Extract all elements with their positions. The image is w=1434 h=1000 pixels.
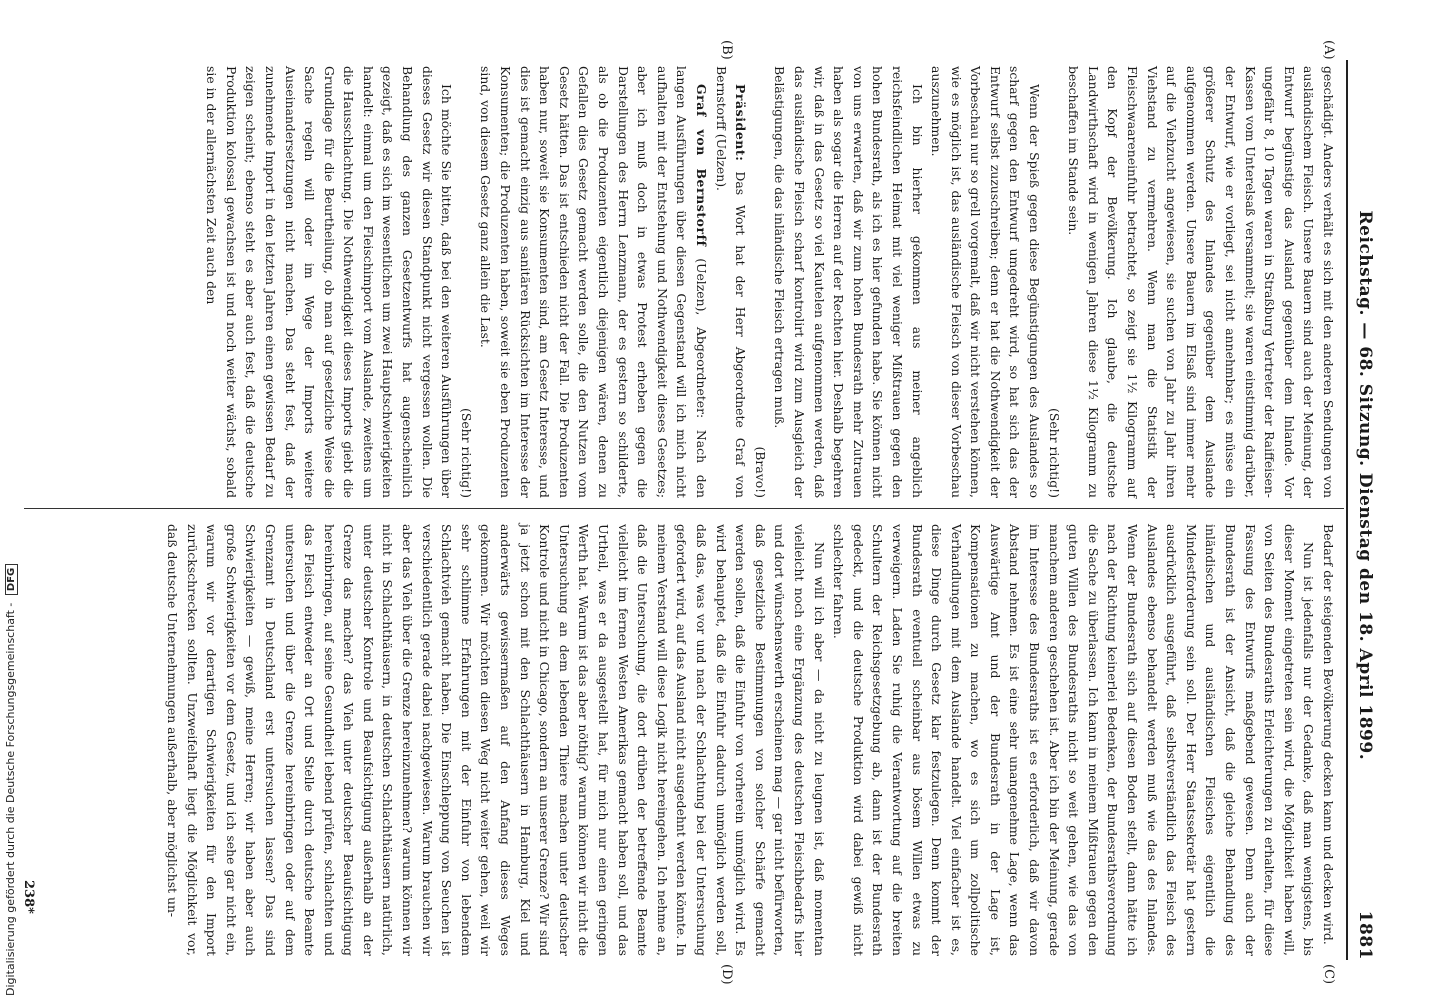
paragraph: Nun ist jedenfalls nur der Gedanke, daß man wenigstens, bis dieser Moment eingetreten sein wird, die Möglichkeit haben will, von Seiten des Bundesraths Erleichterungen zu erhalten, für diese Fassung des Entwurfs maßgebend gewesen. Denn auch der Bundesrath ist der Ansicht, daß die gleiche Behandlung des inländischen und ausländischen Fleisches eigentlich die Mindestforderung sein soll. Der Herr Staatssekretär hat gestern ausdrücklich ausgeführt, daß selbstverständlich das Fleisch des Auslandes ebenso behandelt werden muß wie das des Inlandes. Wenn der Bundesrath sich auf diesen Boden stellt, dann hätte ich nach der Richtung keinerlei Bedenken, der Bundesrathsverordnung die Sache zu überlassen. Ich kann in meinem Mißtrauen gegen den guten Willen des Bundesraths nicht so weit gehen, wie das von manchem anderen geschehen ist. Aber ich bin der Meinung, gerade im Interesse des Bundesraths ist es erforderlich, daß wir davon Abstand nehmen. Es ist eine sehr unangenehme Lage, wenn das Auswärtige Amt und der Bundesrath in der Lage ist, Kompensationen zu machen, wo es sich um zollpolitische Verhandlungen mit dem Auslande handelt. Viel einfacher ist es, diese Dinge durch Gesetz klar festzulegen. Denn kommt der Bundesrath eventuell scheinbar aus bösem Willen etwas zu verweigern. Laden Sie ruhig die Verantwortung auf die breiten Schultern der Reichsgesetzgebung ab, dann ist der Bundesrath gedeckt, und die deutsche Produktion wird dabei gewiß nicht schlechter fahren. bbox=[831, 524, 1317, 956]
credit-text: Digitalisierung gefördert durch die Deutsche Forschungsgemeinschaft - bbox=[4, 602, 17, 996]
speaker-name: Präsident: bbox=[733, 84, 749, 162]
speaker-paragraph bbox=[476, 66, 711, 498]
interjection: (Bravo!) bbox=[752, 446, 768, 498]
paragraph: Ich möchte Sie bitten, daß bei den weiteren Ausführungen über dieses Gesetz wir diesen Standpunkt nicht vergessen wollen. Die Behandlung des ganzen Gesetzentwurfs hat augenscheinlich gezeigt, daß es sich im wesentlichen um zwei Hauptschwierigkeiten handelt: einmal um den Fleischimport vom Auslande, zweitens um die Hausschlachtung. Die Nothwendigkeit dieses Imports giebt die Grundlage für die Beurtheilung, ob man auf gesetzliche Weise die Sache regeln will oder im Wege der Imports weitere Auseinandersetzungen nicht machen. Das steht fest, daß der zunehmende Import in den letzten Jahren einen gewissen Bedarf zu zeigen scheint; ebenso steht es aber auch fest, daß die deutsche Produktion kolossal gewachsen ist und noch weiter wächst, sobald sie in der allernächsten Zeit auch den bbox=[204, 66, 455, 498]
margin-marker-c: (C) bbox=[1321, 964, 1336, 985]
margin-marker-b: (B) bbox=[719, 40, 734, 60]
interjection: (Sehr richtig!) bbox=[1046, 408, 1062, 498]
page-header bbox=[1350, 60, 1380, 960]
header-rule bbox=[1346, 60, 1348, 960]
interjection: (Sehr richtig!) bbox=[458, 408, 474, 498]
margin-marker-a: (A) bbox=[1321, 40, 1336, 60]
paragraph: Bedarf der steigenden Bevölkerung decken kann und decken wird. bbox=[1321, 524, 1336, 945]
dfg-logo: DFG bbox=[5, 564, 18, 595]
digitization-credit bbox=[4, 0, 18, 996]
speaker-name: Graf von Bernstorff bbox=[694, 84, 709, 247]
page-title: Reichstag. — 68. Sitzung. Dienstag den 18. April 1899. bbox=[1355, 210, 1375, 761]
paragraph: geschädigt. Anders verhält es sich mit den anderen Sendungen von ausländischem Fleisch. Unsere Bauern sind auch der Meinung, der Entwurf begünstige das Ausland gegenüber dem Inlande. Vor ungefähr 8, 10 Tagen waren in Straßburg Vertreter der Raiffeisen-Kassen vom Unterelsaß versammelt; sie waren einstimmig darüber, der Entwurf, wie er vorliegt, sei nicht annehmbar; es müsse ein größerer Schutz des Inlandes gegenüber dem Auslande aufgenommen werden. Unsere Bauern im Elsaß sind immer mehr auf die Viehzucht angewiesen, sie suchen von Jahr zu Jahr ihren Viehstand zu vermehren. Wenn man die Statistik der Fleischwaareneinfuhr betrachtet, so zeigt sie 1½ Kilogramm auf den Kopf der Bevölkerung. Ich glaube, die deutsche Landwirthschaft wird in wenigen Jahren diese 1½ Kilogramm zu beschaffen im Stande sein. bbox=[1066, 66, 1336, 498]
signature-mark: 238* bbox=[21, 880, 36, 914]
right-column bbox=[162, 524, 1338, 956]
margin-marker-d: (D) bbox=[719, 964, 734, 985]
column-divider bbox=[24, 508, 1344, 509]
page-number: 1881 bbox=[1355, 910, 1375, 960]
paragraph: Nun will ich aber — da nicht zu leugnen ist, daß momentan vielleicht noch eine Ergänzung des deutschen Fleischbedarfs hier und dort wünschenswerth erscheinen mag — gar nicht befürworten, daß gesetzliche Bestimmungen von solcher Schärfe gemacht werden sollen, daß die Einfuhr von vorherein unmöglich wird. Es wird behauptet, daß die Einfuhr dadurch unmöglich werden soll, daß das, was vor und nach der Schlachtung bei der Untersuchung gefordert wird, auf das Ausland nicht ausgedehnt werden könnte. In meinem Verstand will diese Logik nicht hereingehen. Ich nehme an, daß die Untersuchung, die dort drüben der betreffende Beamte vielleicht im fernen Westen Amerikas gemacht haben soll, und das Urtheil, was er da ausgestellt hat, für mich nur einen geringen Werth hat. Warum ist das aber nöthig? warum können wir nicht die Untersuchung an dem lebenden Thiere machen unter deutscher Kontrole und nicht in Chicago, sondern an unserer Grenze? Wir sind ja jetzt schon mit den Schlachthäusern in Hamburg, Kiel und anderwärts gewissermaßen auf den Anfang dieses Weges gekommen. Wir möchten diesen Weg nicht weiter gehen, weil wir sehr schlimme Erfahrungen mit der Einfuhr von lebendem Schlachtvieh gemacht haben. Die Einschleppung von Seuchen ist verschiedentlich gerade dabei nachgewiesen. Warum brauchen wir aber das Vieh über die Grenze hereinzunehmen? warum können wir nicht in Schlachthäusern, in deutschen Schlachthäusern natürlich, unter deutscher Kontrole und Beaufsichtigung außerhalb an der Grenze das machen? das Vieh unter deutscher Beaufsichtigung hereinbringen, auf seine Gesundheit lebend prüfen, schlachten und das Fleisch entweder an Ort und Stelle durch deutsche Beamte untersuchen und über die Grenze hereinbringen oder auf dem Grenzamt in Deutschland erst untersuchen lassen? Das sind Schwierigkeiten — gewiß, meine Herren; wir haben aber auch große Schwierigkeiten vor dem Gesetz, und ich sehe gar nicht ein, warum wir vor derartigen Schwierigkeiten für den Import zurückschrecken sollten. Unzweifelhaft liegt die Möglichkeit vor, daß deutsche Unternehmungen außerhalb, aber möglichst un- bbox=[164, 524, 827, 956]
paragraph: Ich bin hierher gekommen aus meiner angeblich reichsfeindlichen Heimat mit viel weniger Mißtrauen gegen den hohen Bundesrath, als ich es hier gefunden habe. Sie können nicht von uns erwarten, daß wir zum hohen Bundesrath mehr Zutrauen haben als sogar die Herren auf der Rechten hier. Deshalb begehren wir, daß in das Gesetz so viel Kautelen aufgenommen werden, daß das ausländische Fleisch scharf kontrolirt wird zum Ausgleich der Belästigungen, die das inländische Fleisch ertragen muß. bbox=[772, 66, 925, 498]
speaker-paragraph bbox=[711, 66, 750, 498]
speaker-text: (Uelzen), Abgeordneter: Nach den langen Ausführungen über diesen Gegenstand will ich mich nicht aufhalten mit der Entstehung und Nothwendigkeit dieses Gesetzes; aber ich muß doch in etwas Protest erheben gegen die Darstellungen des Herrn Lenzmann, der es gestern so schilderte, als ob die Produzenten eigentlich diejenigen wären, denen zu Gefallen dies Gesetz gemacht werden solle, die den Nutzen vom Gesetz hätten. Das ist entschieden nicht der Fall. Die Produzenten haben nur, soweit sie Konsumenten sind, am Gesetz Interesse, und dies ist gemacht einzig aus sanitären Rücksichten im Interesse der Konsumenten; die Produzenten haben, soweit sie eben Produzenten sind, von diesem Gesetz ganz allein die Last. bbox=[478, 66, 709, 498]
paragraph: Wenn der Spieß gegen diese Begünstigungen des Auslandes so scharf gegen den Entwurf umgedreht wird, so hat sich das der Entwurf selbst zuzuschreiben; denn er hat die Nothwendigkeit der Vorbeschau nur so grell vorgemalt, daß wir nicht verstehen können, wie es möglich ist, das ausländische Fleisch von dieser Vorbeschau auszunehmen. bbox=[929, 66, 1043, 498]
left-column bbox=[202, 66, 1338, 498]
speaker-text: Das Wort hat der Herr Abgeordnete Graf von Bernstorff (Uelzen). bbox=[713, 66, 749, 498]
